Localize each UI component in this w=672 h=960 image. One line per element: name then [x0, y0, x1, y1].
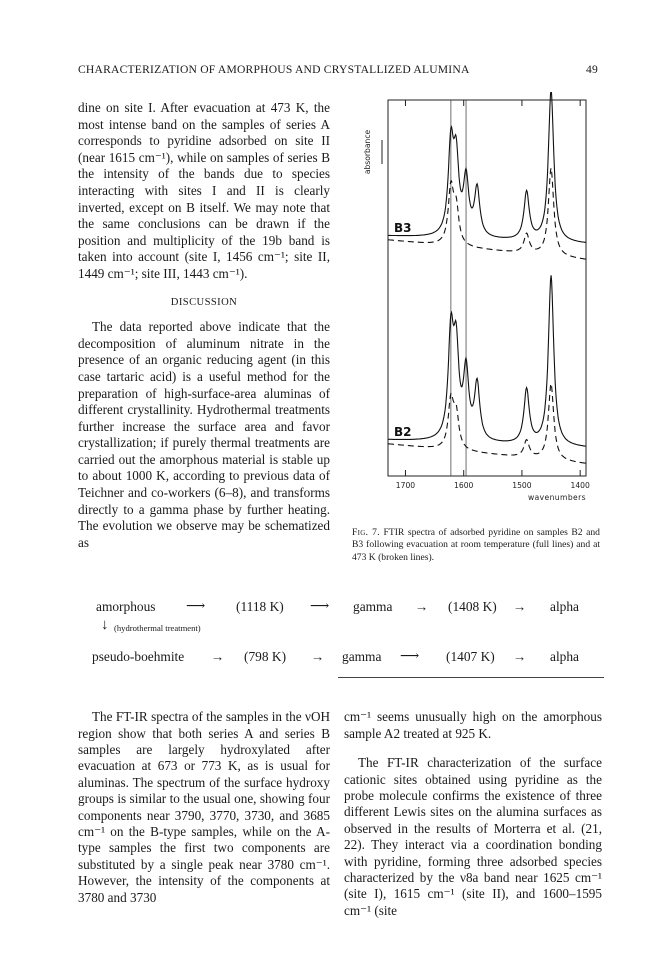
x-tick-label: 1500	[512, 481, 532, 490]
left-column	[78, 100, 330, 551]
bottom-left-column	[78, 696, 330, 919]
x-tick-label: 1600	[454, 481, 474, 490]
scheme-alpha: alpha	[550, 599, 579, 614]
scheme-arrow: ⟶	[186, 598, 206, 613]
paragraph-pyridine-sites: The FT-IR characterization of the surface cationic sites obtained using pyridine as the probe molecule confirms the existence of three different Lewis sites on the alumina surfaces as observed in the results of Morterra et al. (21, 22). They interact via a coordination bonding with pyridine, forming three adsorbed species characterized by the ν8a band near 1625 cm⁻¹ (site I), 1615 cm⁻¹ (site II), and 1600–1595 cm⁻¹ (site	[344, 755, 602, 918]
figure-caption	[352, 527, 600, 564]
paragraph-discussion: The data reported above indicate that the decomposition of aluminum nitrate in the presence of an organic reducing agent (in this case tartaric acid) is a useful method for the preparation of high-surface-area aluminas of different crystallinity. Hydrothermal treatments further increase the surface area and favor crystallization; if purely thermal treatments are carried out the amorphous material is stable up to about 1000 K, according to previous data of Teichner and co-workers (6–8), and transforms directly to a gamma phase by further heating. The evolution we observe may be schematized as	[78, 319, 330, 550]
panel-label-b2: B2	[394, 425, 412, 439]
plot-frame	[388, 100, 586, 476]
scheme-temp-1407: (1407 K)	[446, 649, 495, 664]
scheme-alpha-2: alpha	[550, 649, 579, 664]
divider-rule	[338, 677, 604, 678]
spectrum-b2-full	[388, 275, 586, 446]
paragraph-ftir-oh: The FT-IR spectra of the samples in the νOH region show that both series A and series B samples are largely hydroxylated after evacuation at 673 or 773 K, as is usual for aluminas. The spectrum of the surface hydroxy groups is similar to the usual one, showing four components near 3790, 3770, 3730, and 3685 cm⁻¹ on the B-type samples, while on the A-type samples the first two components are substituted by a single peak near 3780 cm⁻¹. However, the intensity of the components at 3780 and 3730	[78, 709, 330, 905]
scheme-hydrothermal-label: (hydrothermal treatment)	[114, 623, 201, 633]
caption-text: FTIR spectra of adsorbed pyridine on samples B2 and B3 following evacuation at room temperature (full lines) and at 473 K (broken lines).	[352, 527, 600, 563]
scheme-temp-798: (798 K)	[244, 649, 287, 664]
scheme-arrow: ⟶	[310, 598, 330, 613]
scheme-gamma: gamma	[353, 599, 393, 614]
paragraph-continued-right: cm⁻¹ seems unusually high on the amorphous sample A2 treated at 925 K.	[344, 709, 602, 741]
scheme-arrow: →	[513, 599, 527, 614]
spectrum-b3-broken	[388, 168, 586, 259]
x-tick-label: 1400	[570, 481, 590, 490]
scheme-arrow: →	[211, 649, 225, 664]
scheme-down-arrow: ↓	[101, 617, 109, 633]
scheme-pseudo-boehmite: pseudo-boehmite	[92, 649, 185, 664]
scheme-temp-1408: (1408 K)	[448, 599, 497, 614]
scheme-arrow: ⟶	[400, 648, 420, 663]
y-axis-label: absorbance	[363, 129, 372, 175]
scheme-temp-1118: (1118 K)	[236, 599, 284, 614]
scheme-arrow: →	[513, 649, 527, 664]
ftir-spectra-chart	[352, 92, 602, 522]
x-axis-label: wavenumbers	[527, 493, 586, 502]
bottom-right-column	[344, 696, 602, 932]
page-number: 49	[586, 63, 598, 76]
figure-7	[352, 92, 602, 572]
panel-label-b3: B3	[394, 221, 412, 235]
scheme-arrow: →	[311, 649, 325, 664]
spectrum-b3-full	[388, 92, 586, 242]
phase-transformation-scheme	[78, 595, 603, 685]
scheme-gamma-2: gamma	[342, 649, 382, 664]
paragraph-continued: dine on site I. After evacuation at 473 K, the most intense band on the samples of series A corresponds to pyridine adsorbed on site II (near 1615 cm⁻¹), while on samples of series B the intensity of the bands due to species interacting with sites I and II is clearly inverted, except on B itself. We may note that the same conclusions can be drawn if the position and multiplicity of the 19b band is taken into account (site I, 1456 cm⁻¹; site II, 1449 cm⁻¹; site III, 1443 cm⁻¹).	[78, 100, 330, 281]
running-title: CHARACTERIZATION OF AMORPHOUS AND CRYSTALLIZED ALUMINA	[78, 63, 470, 76]
x-tick-label: 1700	[395, 481, 416, 490]
caption-figure-number: Fig. 7.	[352, 527, 380, 538]
section-heading-discussion: DISCUSSION	[170, 296, 238, 308]
scheme-arrow: →	[415, 599, 429, 614]
scheme-amorphous: amorphous	[96, 599, 156, 614]
